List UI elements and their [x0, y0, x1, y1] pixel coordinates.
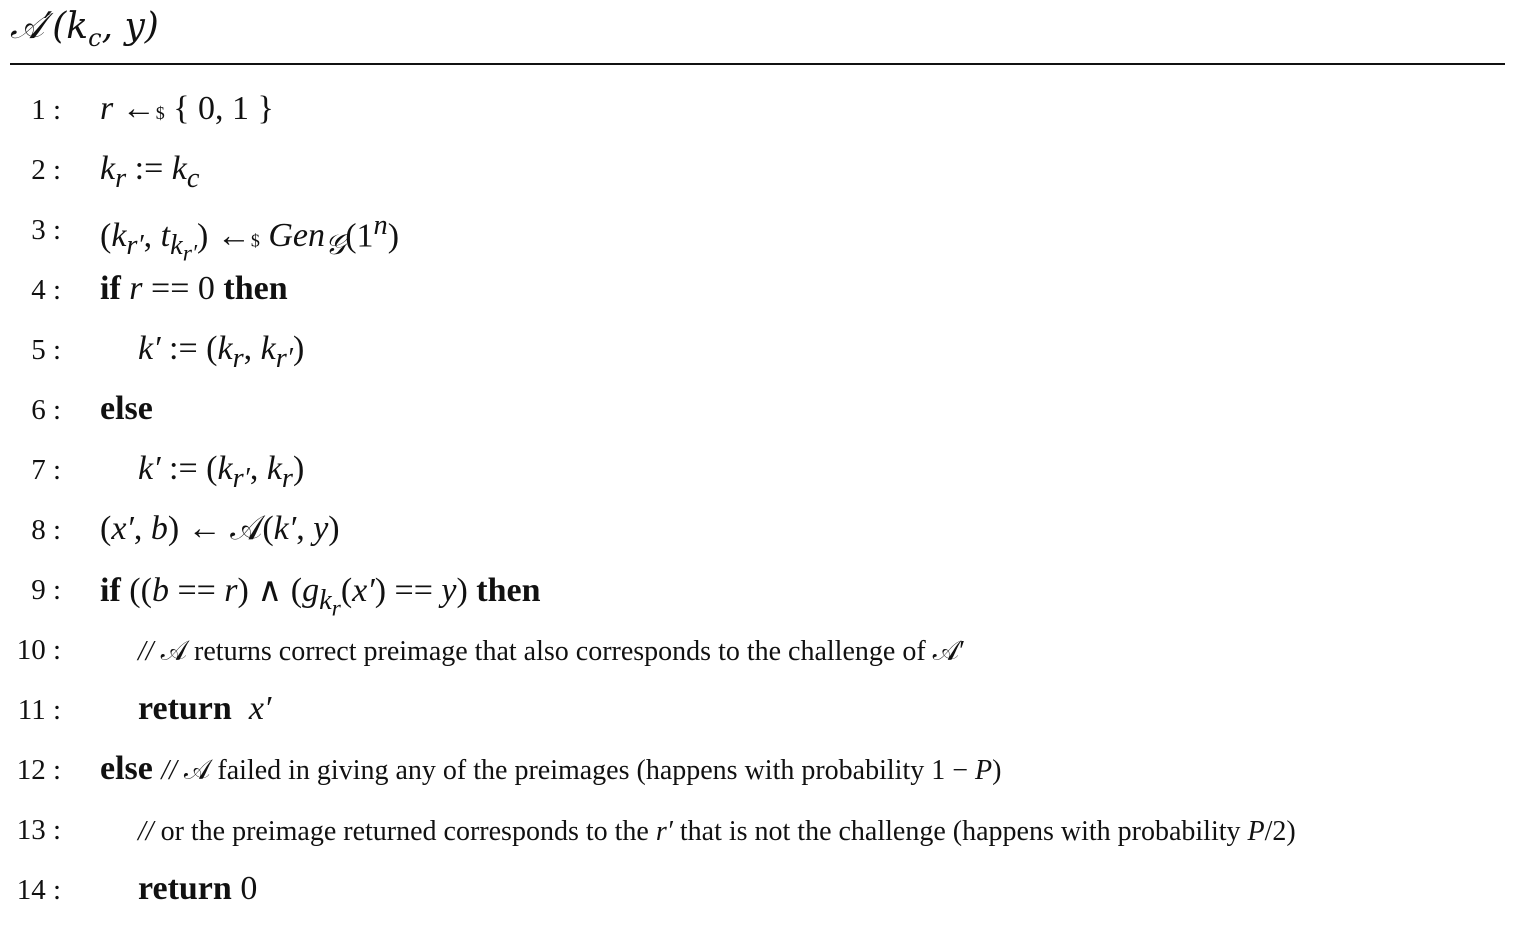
line-number: 3 : — [31, 214, 61, 246]
algorithm-title: $𝒜'(k_c$, y) — [10, 6, 159, 52]
algorithm-line-5 — [0, 322, 1520, 382]
line-number: 10 : — [16, 634, 61, 666]
line-code: return x′ — [138, 690, 272, 727]
algorithm-line-13 — [0, 802, 1520, 862]
line-number: 11 : — [17, 694, 61, 726]
algorithm-line-3 — [0, 202, 1520, 267]
line-number: 5 : — [31, 334, 61, 366]
line-code: r ←$ { 0, 1 } — [100, 90, 274, 127]
line-number: 8 : — [31, 514, 61, 546]
line-number: 2 : — [31, 154, 61, 186]
line-comment: // or the preimage returned corresponds to the r′ that is not the challenge (happens with probability P/2) — [138, 816, 1296, 847]
algorithm-line-9 — [0, 562, 1520, 622]
algorithm-line-12 — [0, 742, 1520, 802]
algorithm-line-2 — [0, 142, 1520, 202]
algorithm-line-8 — [0, 502, 1520, 562]
line-code: k′ := ($k_{r'}$, $k_r$) — [138, 450, 305, 494]
line-code: if ((b == r) ∧ $(g_{k_r}(x') == y)$ then — [100, 572, 541, 622]
algorithm-line-4 — [0, 262, 1520, 322]
line-comment: // 𝒜 returns correct preimage that also corresponds to the challenge of 𝒜′ — [138, 636, 966, 667]
line-number: 6 : — [31, 394, 61, 426]
line-number: 12 : — [16, 754, 61, 786]
algorithm-line-10 — [0, 622, 1520, 682]
line-number: 14 : — [16, 874, 61, 906]
line-code: ($k_{r'}$, $t_{k_{r'}}$) ←$ $Gen_𝒢(1^n)$ — [100, 210, 400, 267]
line-code: else // 𝒜 failed in giving any of the preimages (happens with probability 1 − P) — [100, 750, 1002, 787]
line-number: 9 : — [31, 574, 61, 606]
line-number: 7 : — [31, 454, 61, 486]
line-code: else — [100, 390, 153, 427]
line-code: if r == 0 then — [100, 270, 288, 307]
line-code: k′ := ($k_r$, $k_{r'}$) — [138, 330, 305, 374]
line-number: 13 : — [16, 814, 61, 846]
algorithm-header — [10, 0, 1505, 62]
line-code: (x′, b) ← 𝒜(k′, y) — [100, 510, 340, 547]
algorithm-line-6 — [0, 382, 1520, 442]
algorithm-line-14 — [0, 862, 1520, 922]
line-number: 1 : — [31, 94, 61, 126]
line-number: 4 : — [31, 274, 61, 306]
line-code: $k_r$ := $k_c$ — [100, 150, 200, 194]
algorithm-line-11 — [0, 682, 1520, 742]
algorithm-line-1 — [0, 82, 1520, 142]
header-rule — [10, 63, 1505, 65]
line-code: return 0 — [138, 870, 258, 907]
algorithm-line-7 — [0, 442, 1520, 502]
